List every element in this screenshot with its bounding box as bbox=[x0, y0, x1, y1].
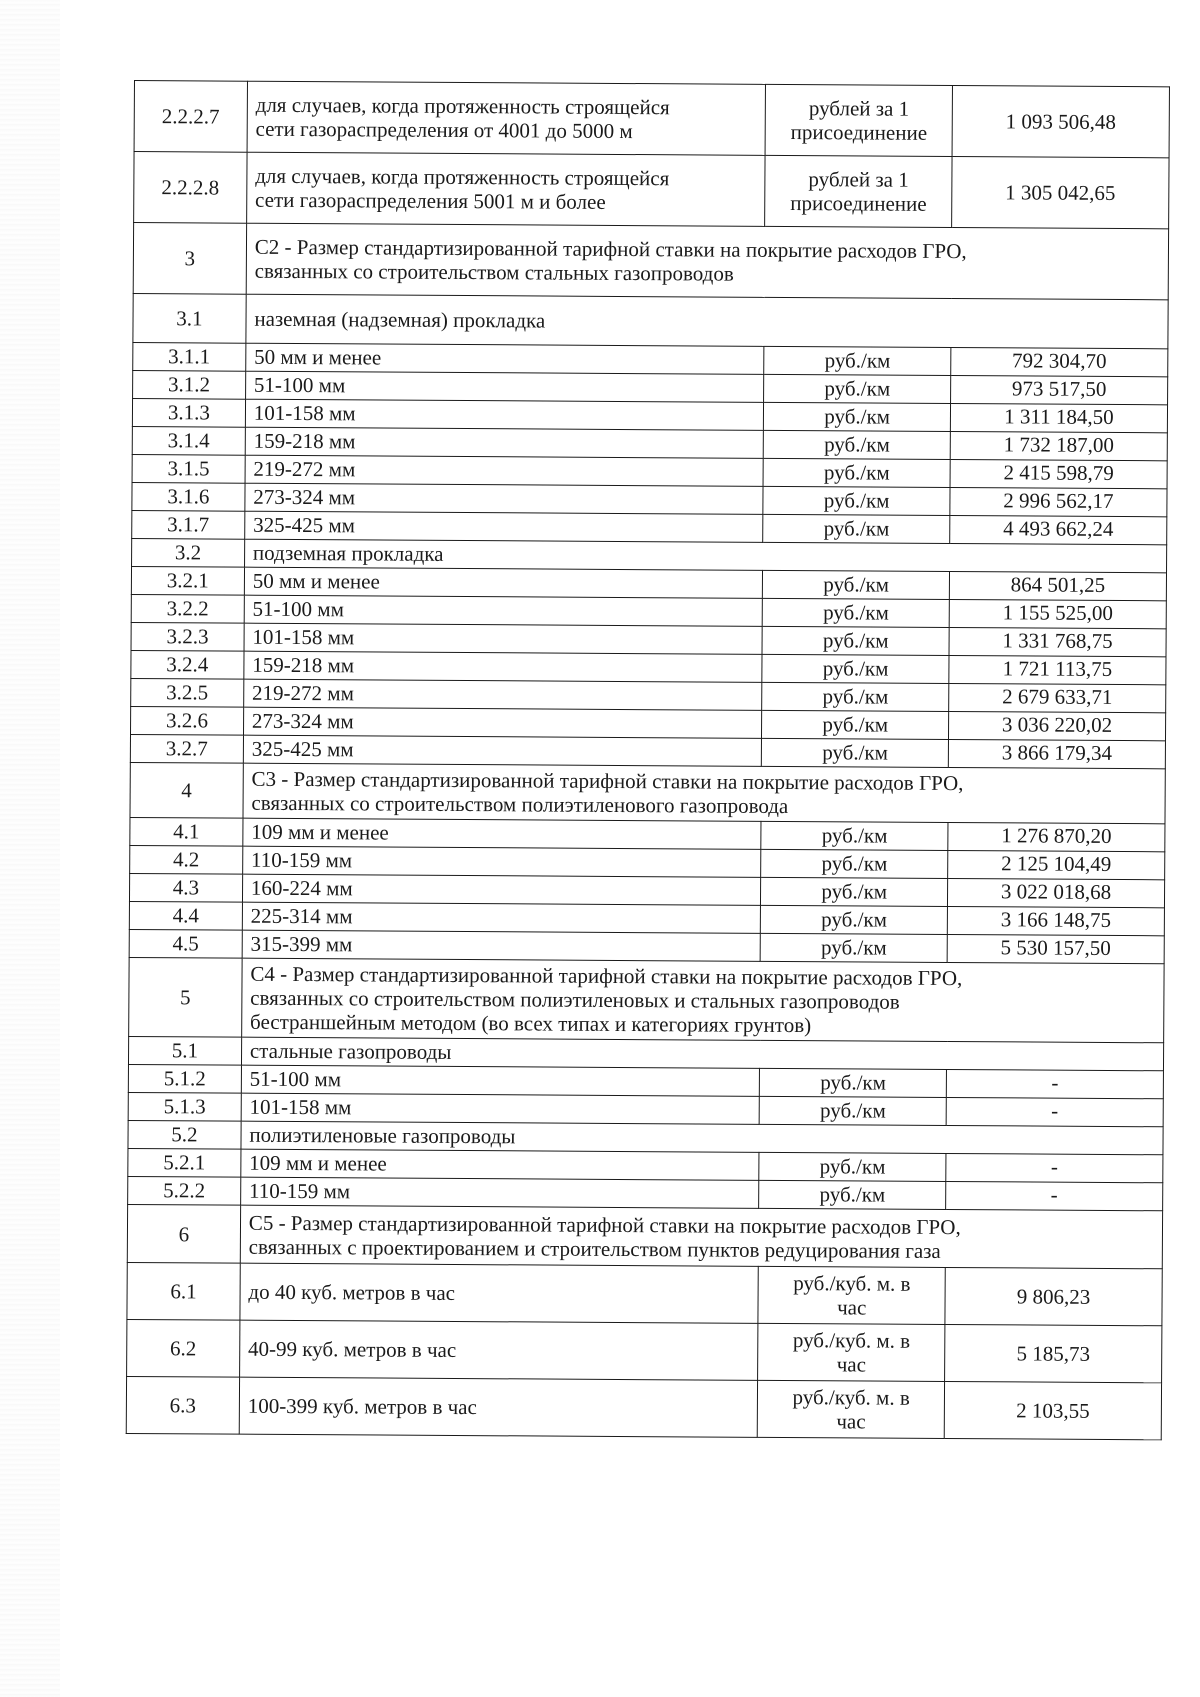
row-value: 3 866 179,34 bbox=[948, 739, 1165, 768]
row-number: 6.1 bbox=[127, 1262, 240, 1320]
row-number: 3.2.6 bbox=[131, 706, 244, 735]
row-unit: руб./км bbox=[764, 430, 951, 459]
row-number: 4.2 bbox=[130, 845, 243, 874]
row-unit-line: присоединение bbox=[790, 191, 927, 216]
table-row bbox=[127, 1319, 1162, 1382]
row-name: 109 мм и менее bbox=[241, 1149, 760, 1180]
row-name: 325-425 мм bbox=[245, 511, 764, 542]
row-name: 219-272 мм bbox=[243, 679, 762, 710]
row-value: 2 103,55 bbox=[944, 1381, 1161, 1439]
row-unit bbox=[758, 1266, 945, 1324]
row-unit-line: рублей за 1 bbox=[808, 167, 909, 192]
row-number: 6.2 bbox=[127, 1319, 240, 1377]
row-unit-line: час bbox=[837, 1295, 867, 1320]
table-row bbox=[134, 81, 1169, 158]
row-number: 3.1.4 bbox=[132, 426, 245, 455]
row-unit bbox=[758, 1323, 945, 1381]
row-value: 5 185,73 bbox=[945, 1324, 1162, 1382]
row-name: 51-100 мм bbox=[245, 371, 764, 402]
section-heading-line: связанных со строительством полиэтиленового газопровода bbox=[251, 790, 789, 819]
row-value: 1 721 113,75 bbox=[949, 655, 1166, 684]
scan-edge-noise bbox=[0, 0, 60, 1697]
row-unit: руб./км bbox=[761, 877, 948, 906]
row-value: 1 311 184,50 bbox=[950, 403, 1167, 432]
row-name: 273-324 мм bbox=[245, 483, 764, 514]
row-name: 101-158 мм bbox=[244, 623, 763, 654]
row-number: 3.1.1 bbox=[133, 342, 246, 371]
row-name-line: для случаев, когда протяженность строящейся bbox=[255, 92, 670, 120]
subsection-heading: наземная (надземная) прокладка bbox=[246, 294, 1168, 349]
row-unit: руб./км bbox=[762, 710, 949, 739]
row-name: 50 мм и менее bbox=[246, 343, 765, 374]
row-unit bbox=[758, 1380, 945, 1438]
section-heading-line: С5 - Размер стандартизированной тарифной ставки на покрытие расходов ГРО, bbox=[248, 1210, 961, 1239]
row-unit: руб./км bbox=[763, 458, 950, 487]
section-number: 5 bbox=[129, 957, 242, 1037]
row-unit-line: рублей за 1 bbox=[808, 96, 910, 121]
row-value: 1 331 768,75 bbox=[949, 627, 1166, 656]
row-value: 973 517,50 bbox=[951, 375, 1168, 404]
row-unit: руб./км bbox=[762, 654, 949, 683]
row-number: 3.2.3 bbox=[131, 622, 244, 651]
row-name: 51-100 мм bbox=[241, 1065, 760, 1096]
section-row bbox=[133, 223, 1168, 300]
row-unit: руб./км bbox=[764, 346, 951, 375]
row-unit: руб./км bbox=[759, 1180, 946, 1209]
row-name: 225-314 мм bbox=[242, 902, 761, 933]
row-unit-line: руб./куб. м. в bbox=[793, 1271, 911, 1296]
row-name: 109 мм и менее bbox=[243, 818, 762, 849]
subsection-heading: полиэтиленовые газопроводы bbox=[241, 1121, 1163, 1155]
row-unit-line: руб./куб. м. в bbox=[792, 1328, 911, 1353]
row-value: 792 304,70 bbox=[951, 347, 1168, 376]
section-heading bbox=[243, 763, 1165, 824]
section-heading-line: С4 - Размер стандартизированной тарифной ставки на покрытие расходов ГРО, bbox=[250, 961, 963, 991]
row-number: 2.2.2.8 bbox=[134, 152, 247, 224]
row-unit: руб./км bbox=[763, 598, 950, 627]
row-value: 1 276 870,20 bbox=[948, 822, 1165, 851]
section-heading-line: связанных с проектированием и строительством пунктов редуцирования газа bbox=[248, 1234, 941, 1263]
row-value: 2 415 598,79 bbox=[950, 459, 1167, 488]
row-number: 3.2.5 bbox=[131, 678, 244, 707]
row-number: 4.3 bbox=[129, 873, 242, 902]
row-number: 3.1.3 bbox=[132, 398, 245, 427]
row-name: 40-99 куб. метров в час bbox=[239, 1320, 758, 1380]
row-number: 5.2.2 bbox=[128, 1176, 241, 1205]
row-name-line: сети газораспределения от 4001 до 5000 м bbox=[255, 116, 633, 144]
tariff-table bbox=[126, 80, 1170, 1440]
section-heading bbox=[241, 958, 1164, 1043]
subsection-number: 5.2 bbox=[128, 1120, 241, 1149]
row-name: 325-425 мм bbox=[243, 735, 762, 766]
row-unit: руб./км bbox=[761, 905, 948, 934]
row-number: 4.5 bbox=[129, 929, 242, 958]
row-name: 110-159 мм bbox=[240, 1177, 759, 1208]
row-name-line: для случаев, когда протяженность строящейся bbox=[255, 163, 670, 191]
row-unit: руб./км bbox=[760, 1096, 947, 1125]
row-name-line: сети газораспределения 5001 м и более bbox=[255, 187, 606, 214]
row-number: 3.1.5 bbox=[132, 454, 245, 483]
row-name: 159-218 мм bbox=[244, 651, 763, 682]
row-value: 3 166 148,75 bbox=[947, 906, 1164, 935]
row-value: - bbox=[946, 1181, 1163, 1210]
row-unit: руб./км bbox=[759, 1152, 946, 1181]
row-unit-line: час bbox=[836, 1409, 866, 1434]
row-unit: руб./км bbox=[763, 570, 950, 599]
row-unit: руб./км bbox=[763, 514, 950, 543]
row-unit: руб./км bbox=[760, 1068, 947, 1097]
row-unit: руб./км bbox=[763, 486, 950, 515]
row-unit: руб./км bbox=[761, 849, 948, 878]
row-value: 3 036 220,02 bbox=[948, 711, 1165, 740]
row-name: до 40 куб. метров в час bbox=[240, 1263, 759, 1323]
row-number: 3.2.1 bbox=[131, 566, 244, 595]
section-heading bbox=[240, 1205, 1163, 1269]
subsection-row bbox=[133, 293, 1168, 348]
row-unit bbox=[765, 84, 952, 156]
row-value: 4 493 662,24 bbox=[950, 515, 1167, 544]
row-unit: руб./км bbox=[761, 821, 948, 850]
table-row bbox=[126, 1376, 1161, 1439]
subsection-number: 3.2 bbox=[132, 538, 245, 567]
section-heading-line: С2 - Размер стандартизированной тарифной ставки на покрытие расходов ГРО, bbox=[254, 234, 967, 264]
section-row bbox=[127, 1204, 1162, 1268]
row-value: 2 125 104,49 bbox=[948, 850, 1165, 879]
row-number: 5.1.3 bbox=[128, 1092, 241, 1121]
row-name: 101-158 мм bbox=[241, 1093, 760, 1124]
row-unit: руб./км bbox=[764, 374, 951, 403]
row-number: 3.1.6 bbox=[132, 482, 245, 511]
row-value: 1 093 506,48 bbox=[952, 85, 1169, 157]
row-value: 1 732 187,00 bbox=[950, 431, 1167, 460]
row-name: 50 мм и менее bbox=[244, 567, 763, 598]
row-name: 273-324 мм bbox=[243, 707, 762, 738]
row-number: 3.1.7 bbox=[132, 510, 245, 539]
row-name: 159-218 мм bbox=[245, 427, 764, 458]
section-heading-line: бестраншейным методом (во всех типах и категориях грунтов) bbox=[250, 1009, 812, 1038]
row-unit: руб./км bbox=[764, 402, 951, 431]
row-unit: руб./км bbox=[762, 682, 949, 711]
row-number: 2.2.2.7 bbox=[134, 81, 247, 153]
row-value: 1 305 042,65 bbox=[952, 156, 1169, 228]
section-heading bbox=[246, 223, 1169, 300]
row-value: 9 806,23 bbox=[945, 1267, 1162, 1325]
row-name bbox=[246, 152, 765, 226]
row-name bbox=[247, 81, 766, 155]
section-heading-line: С3 - Размер стандартизированной тарифной ставки на покрытие расходов ГРО, bbox=[251, 766, 964, 796]
section-heading-line: связанных со строительством полиэтиленовых и стальных газопроводов bbox=[250, 985, 900, 1014]
subsection-number: 5.1 bbox=[128, 1036, 241, 1065]
section-heading-line: связанных со строительством стальных газопроводов bbox=[254, 258, 734, 286]
row-unit bbox=[765, 155, 952, 227]
row-name: 315-399 мм bbox=[242, 930, 761, 961]
row-value: 1 155 525,00 bbox=[949, 599, 1166, 628]
row-number: 5.2.1 bbox=[128, 1148, 241, 1177]
subsection-heading: подземная прокладка bbox=[244, 539, 1166, 573]
row-value: 3 022 018,68 bbox=[947, 878, 1164, 907]
row-name: 51-100 мм bbox=[244, 595, 763, 626]
section-number: 3 bbox=[133, 223, 246, 295]
row-number: 3.1.2 bbox=[133, 370, 246, 399]
row-number: 3.2.7 bbox=[130, 734, 243, 763]
row-value: - bbox=[946, 1069, 1163, 1098]
row-value: 5 530 157,50 bbox=[947, 934, 1164, 963]
row-unit: руб./км bbox=[761, 933, 948, 962]
table-row bbox=[127, 1262, 1162, 1325]
row-value: 2 996 562,17 bbox=[950, 487, 1167, 516]
row-number: 3.2.4 bbox=[131, 650, 244, 679]
row-name: 100-399 куб. метров в час bbox=[239, 1377, 758, 1437]
subsection-number: 3.1 bbox=[133, 293, 246, 343]
row-name: 219-272 мм bbox=[245, 455, 764, 486]
row-unit-line: руб./куб. м. в bbox=[792, 1385, 910, 1410]
section-number: 6 bbox=[127, 1204, 240, 1263]
table-row bbox=[134, 152, 1169, 229]
row-name: 101-158 мм bbox=[245, 399, 764, 430]
row-unit-line: присоединение bbox=[790, 120, 928, 145]
row-value: - bbox=[946, 1097, 1163, 1126]
row-number: 4.1 bbox=[130, 817, 243, 846]
row-value: - bbox=[946, 1153, 1163, 1182]
row-number: 4.4 bbox=[129, 901, 242, 930]
row-name: 160-224 мм bbox=[242, 874, 761, 905]
row-name: 110-159 мм bbox=[242, 846, 761, 877]
subsection-heading: стальные газопроводы bbox=[241, 1037, 1163, 1071]
row-value: 864 501,25 bbox=[949, 571, 1166, 600]
row-unit: руб./км bbox=[762, 626, 949, 655]
row-unit-line: час bbox=[836, 1352, 867, 1377]
row-number: 5.1.2 bbox=[128, 1064, 241, 1093]
row-number: 6.3 bbox=[126, 1376, 239, 1434]
row-value: 2 679 633,71 bbox=[949, 683, 1166, 712]
section-row bbox=[129, 957, 1164, 1042]
row-unit: руб./км bbox=[762, 738, 949, 767]
section-row bbox=[130, 762, 1165, 823]
row-number: 3.2.2 bbox=[131, 594, 244, 623]
section-number: 4 bbox=[130, 762, 243, 818]
